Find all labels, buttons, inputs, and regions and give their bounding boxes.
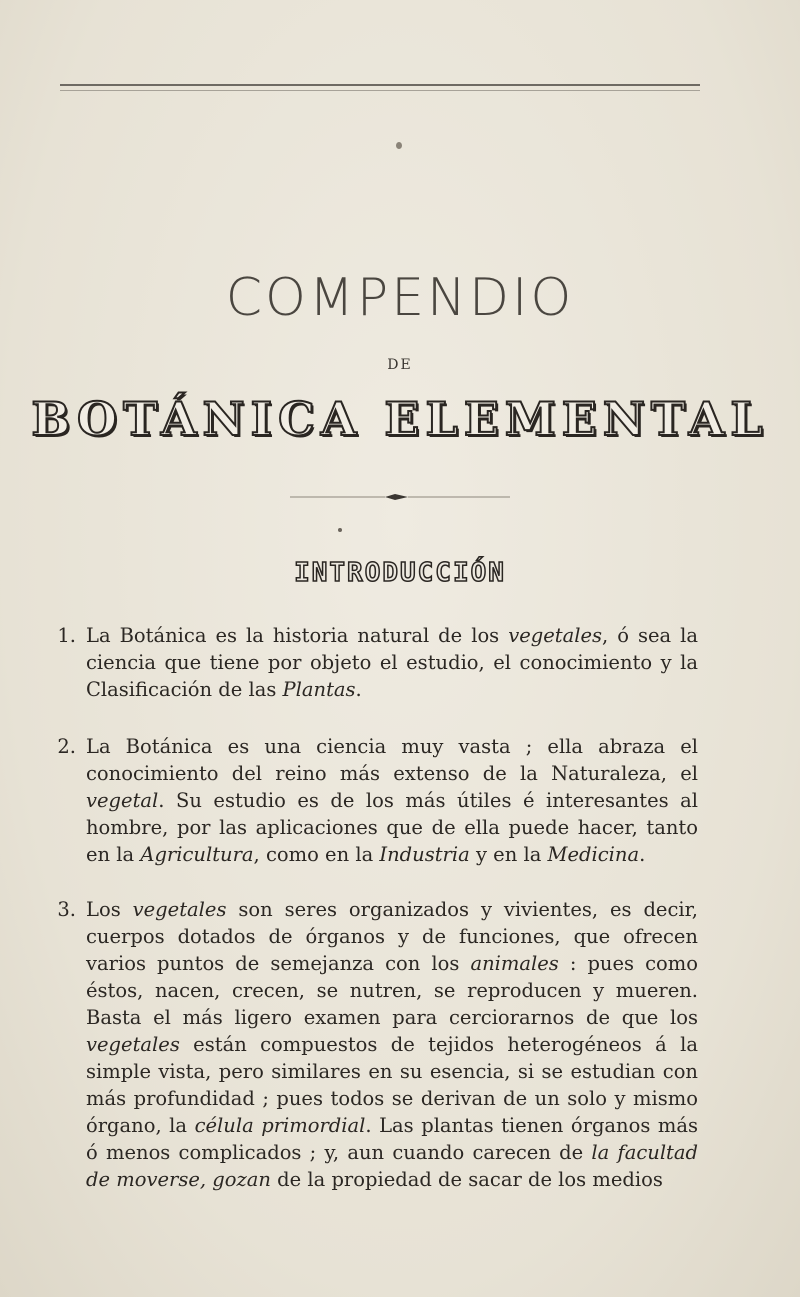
text-run: de la propiedad de sacar de los medios	[270, 1168, 663, 1191]
paragraph-text	[86, 624, 698, 701]
text-run: La Botánica es la historia natural de los	[86, 624, 509, 647]
text-run: , ó sea la ciencia que tiene por objeto el estudio, el conocimiento y la Clasificación de las	[86, 624, 699, 701]
italic-term: célula primordial	[194, 1114, 366, 1137]
text-run: .	[355, 678, 362, 701]
paragraph-number: 3.	[57, 898, 76, 921]
text-run: La Botánica es una ciencia muy vasta ; ella abraza el conocimiento del reino más extenso de la Naturaleza, el	[86, 735, 698, 785]
text-run: , como en la	[253, 843, 380, 866]
italic-term: vegetales	[86, 1033, 180, 1056]
top-rule	[60, 84, 700, 86]
paragraph-2	[57, 733, 698, 868]
text-run: . Las plantas tienen órganos más ó menos complicados ; y, aun cuando carecen de	[86, 1114, 698, 1164]
paragraph-3	[57, 896, 698, 1193]
italic-term: vegetal	[86, 789, 159, 812]
italic-term: Plantas	[282, 678, 356, 701]
text-run: . Su estudio es de los más útiles é interesantes al hombre, por las aplicaciones que de ella puede hacer, tanto en la	[86, 789, 698, 866]
text-run: son seres organizados y vivientes, es decir, cuerpos dotados de órganos y de funciones, que ofrecen varios puntos de semejanza con los	[86, 898, 698, 975]
title-connector: DE	[387, 357, 413, 373]
paragraph-1	[57, 622, 699, 703]
paragraph-number: 1.	[57, 624, 76, 647]
italic-term: la facultad de moverse, gozan	[86, 1141, 698, 1191]
italic-term: Agricultura	[140, 843, 254, 866]
text-run: están compuestos de tejidos heterogéneos á la simple vista, pero similares en su esencia, si se estudian con más profundidad ; pues todos se derivan de un solo y mismo órgano, la	[86, 1033, 698, 1137]
ink-dot	[338, 528, 342, 532]
italic-term: Medicina	[547, 843, 640, 866]
ornament-divider	[290, 492, 510, 502]
italic-term: animales	[470, 952, 559, 975]
ink-mark	[396, 142, 402, 149]
italic-term: vegetales	[132, 898, 227, 921]
text-run: y en la	[469, 843, 548, 866]
book-title: COMPENDIO	[225, 268, 575, 328]
italic-term: vegetales	[508, 624, 603, 647]
text-run: Los	[86, 898, 133, 921]
text-run: .	[639, 843, 646, 866]
paragraph-text	[86, 898, 698, 1191]
paragraph-number: 2.	[57, 735, 76, 758]
italic-term: Industria	[379, 843, 470, 866]
book-subtitle: BOTÁNICA ELEMENTAL	[31, 392, 769, 446]
section-title: INTRODUCCIÓN	[294, 558, 506, 588]
text-run: : pues como éstos, nacen, crecen, se nutren, se reproducen y mueren. Basta el más ligero examen para cerciorarnos de que los	[86, 952, 698, 1029]
top-rule-thin	[60, 90, 700, 91]
paragraph-text	[86, 735, 698, 866]
